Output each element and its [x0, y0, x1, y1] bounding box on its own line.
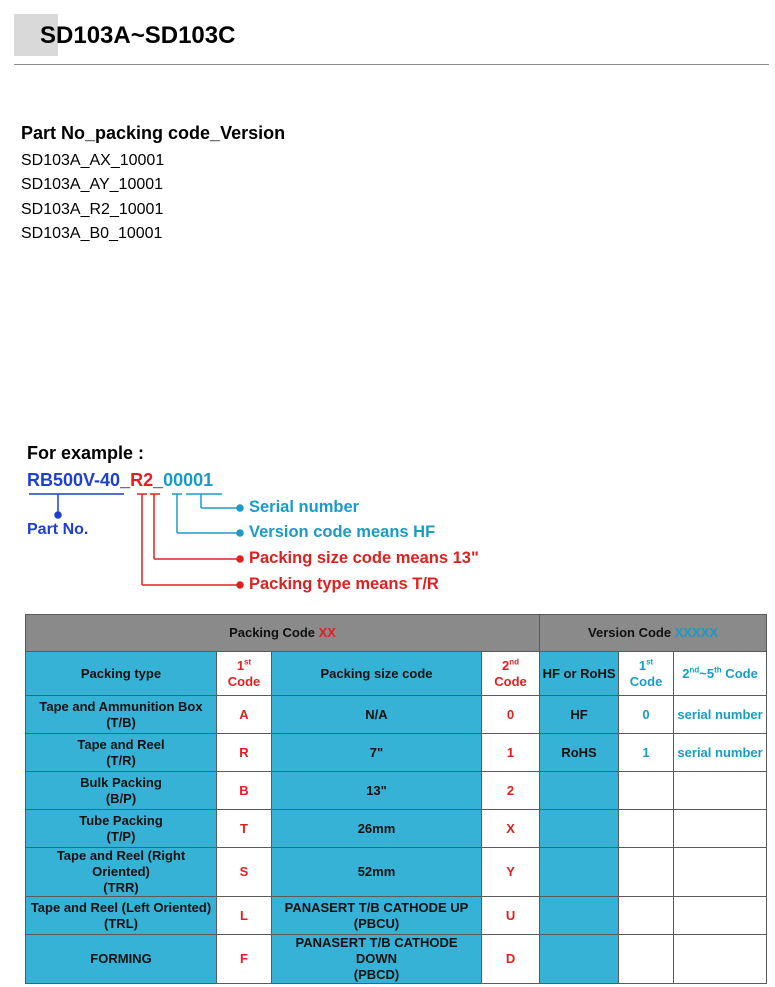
second-code-cell: X	[482, 810, 540, 848]
first-code-cell: R	[217, 734, 272, 772]
hf-rohs-cell: RoHS	[540, 734, 619, 772]
header-second-code: 2nd Code	[482, 652, 540, 696]
packing-size-cell: PANASERT T/B CATHODE UP (PBCU)	[272, 897, 482, 935]
hf-rohs-cell	[540, 935, 619, 984]
header-hf-rohs: HF or RoHS	[540, 652, 619, 696]
packing-type-cell: Tape and Ammunition Box (T/B)	[26, 696, 217, 734]
example-separator: _	[120, 470, 131, 490]
packing-size-cell: PANASERT T/B CATHODE DOWN (PBCD)	[272, 935, 482, 984]
packing-type-cell: Bulk Packing (B/P)	[26, 772, 217, 810]
header-version-first-code: 1st Code	[619, 652, 674, 696]
version-2-5-code-cell	[674, 848, 767, 897]
packing-size-cell: 52mm	[272, 848, 482, 897]
hf-rohs-cell: HF	[540, 696, 619, 734]
second-code-cell: Y	[482, 848, 540, 897]
version-2-5-code-cell	[674, 772, 767, 810]
first-code-cell: A	[217, 696, 272, 734]
first-code-cell: F	[217, 935, 272, 984]
packing-code-header: Packing Code XX	[26, 615, 540, 652]
table-row	[26, 734, 767, 772]
part-no-item: SD103A_B0_10001	[21, 224, 163, 242]
example-version-code: 00001	[163, 470, 214, 490]
version-first-code-cell	[619, 897, 674, 935]
hf-rohs-cell	[540, 810, 619, 848]
callout-packing-type: Packing type means T/R	[249, 575, 439, 593]
header-version-2-5-code: 2nd~5th Code	[674, 652, 767, 696]
version-first-code-cell: 0	[619, 696, 674, 734]
second-code-cell: 1	[482, 734, 540, 772]
example-part: RB500V-40	[27, 470, 121, 490]
version-code-header: Version Code XXXXX	[540, 615, 767, 652]
version-2-5-code-cell	[674, 897, 767, 935]
part-no-item: SD103A_R2_10001	[21, 200, 164, 218]
version-2-5-code-cell	[674, 810, 767, 848]
second-code-cell: D	[482, 935, 540, 984]
part-no-item: SD103A_AY_10001	[21, 176, 164, 194]
header-packing-type: Packing type	[26, 652, 217, 696]
version-2-5-code-cell	[674, 935, 767, 984]
part-no-item: SD103A_AX_10001	[21, 152, 165, 169]
first-code-cell: S	[217, 848, 272, 897]
table-row	[26, 848, 767, 897]
packing-type-cell: Tube Packing (T/P)	[26, 810, 217, 848]
packing-type-cell: Tape and Reel (Left Oriented) (TRL)	[26, 897, 217, 935]
page-title: SD103A~SD103C	[40, 22, 236, 49]
header-first-code: 1st Code	[217, 652, 272, 696]
version-2-5-code-cell: serial number	[674, 734, 767, 772]
first-code-cell: T	[217, 810, 272, 848]
hf-rohs-cell	[540, 848, 619, 897]
version-first-code-cell	[619, 935, 674, 984]
example-separator: _	[153, 470, 164, 490]
callout-serial-number: Serial number	[249, 498, 360, 516]
part-no-label: Part No.	[27, 521, 89, 538]
first-code-cell: L	[217, 897, 272, 935]
version-2-5-code-cell: serial number	[674, 696, 767, 734]
version-first-code-cell	[619, 848, 674, 897]
packing-size-cell: N/A	[272, 696, 482, 734]
packing-type-cell: FORMING	[26, 935, 217, 984]
second-code-cell: 2	[482, 772, 540, 810]
table-row	[26, 696, 767, 734]
callout-packing-size: Packing size code means 13"	[249, 549, 479, 567]
version-first-code-cell: 1	[619, 734, 674, 772]
table-row	[26, 897, 767, 935]
packing-type-cell: Tape and Reel (T/R)	[26, 734, 217, 772]
table-row	[26, 772, 767, 810]
table-row	[26, 810, 767, 848]
header-packing-size: Packing size code	[272, 652, 482, 696]
version-first-code-cell	[619, 772, 674, 810]
example-packing-code: R2	[130, 470, 154, 490]
version-first-code-cell	[619, 810, 674, 848]
second-code-cell: U	[482, 897, 540, 935]
second-code-cell: 0	[482, 696, 540, 734]
packing-size-cell: 26mm	[272, 810, 482, 848]
hf-rohs-cell	[540, 772, 619, 810]
first-code-cell: B	[217, 772, 272, 810]
table-row	[26, 935, 767, 984]
hf-rohs-cell	[540, 897, 619, 935]
callout-version-code: Version code means HF	[249, 523, 436, 541]
packing-size-cell: 7"	[272, 734, 482, 772]
packing-size-cell: 13"	[272, 772, 482, 810]
part-no-heading: Part No_packing code_Version	[21, 123, 286, 143]
packing-code-table	[25, 614, 767, 984]
packing-type-cell: Tape and Reel (Right Oriented) (TRR)	[26, 848, 217, 897]
example-heading: For example :	[27, 443, 145, 463]
